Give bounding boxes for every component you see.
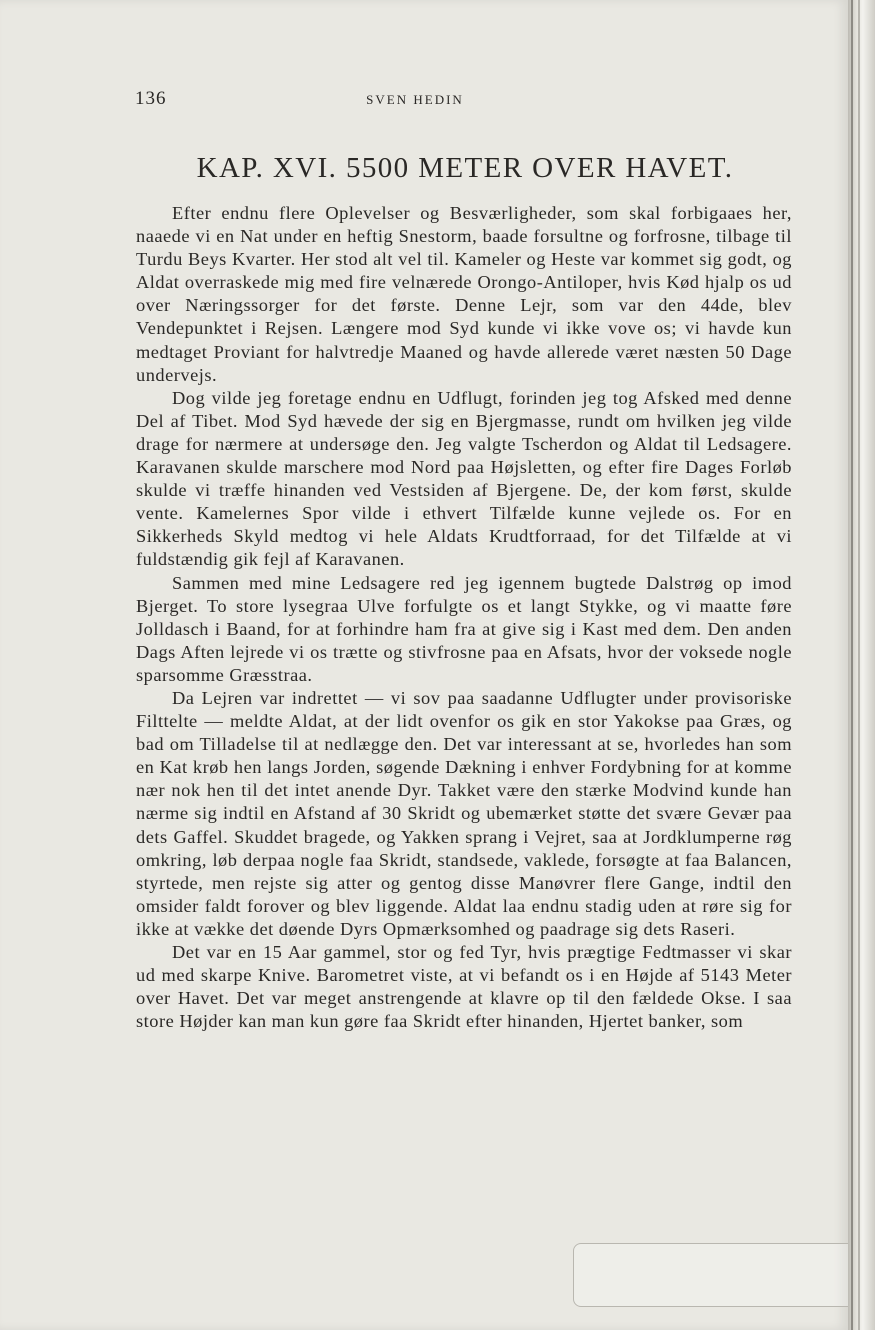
page-number: 136 <box>135 88 167 109</box>
paragraph-1: Efter endnu flere Oplevelser og Besværligheder, som skal forbigaaes her, naaede vi en Nat under en heftig Snestorm, baade forsultne og forfrosne, tilbage til Turdu Beys Kvarter. Her stod alt vel til. Kameler og Heste var kommet sig godt, og Aldat overraskede mig med fire velnærede Orongo-Antiloper, hvis Kød hjalp os ud over Næringssorger for det første. Denne Lejr, som var den 44de, blev Vendepunktet i Rejsen. Længere mod Syd kunde vi ikke vove os; vi havde kun medtaget Proviant for halvtredje Maaned og havde allerede været næsten 50 Dage undervejs. <box>136 203 792 385</box>
paragraph-2: Dog vilde jeg foretage endnu en Udflugt, forinden jeg tog Afsked med denne Del af Tibet. Mod Syd hævede der sig en Bjergmasse, rundt om hvilken jeg vilde drage for nærmere at undersøge den. Jeg valgte Tscherdon og Aldat til Ledsagere. Karavanen skulde marschere mod Nord paa Højsletten, og efter fire Dages Forløb skulde vi træffe hinanden ved Vestsiden af Bjergene. De, der kom først, skulde vente. Kamelernes Spor vilde i ethvert Tilfælde kunne vejlede os. For en Sikkerheds Skyld medtog vi hele Aldats Krudtforraad, for det Tilfælde at vi fuldstændig gik fejl af Karavanen. <box>136 387 792 570</box>
body-text <box>136 202 792 1033</box>
paragraph-5: Det var en 15 Aar gammel, stor og fed Tyr, hvis prægtige Fedtmasser vi skar ud med skarpe Knive. Barometret viste, at vi befandt os i en Højde af 5143 Meter over Havet. Det var meget anstrengende at klavre op til den fældede Okse. I saa store Højder kan man kun gøre faa Skridt efter hinanden, Hjertet banker, som <box>136 942 792 1032</box>
running-head <box>135 88 795 112</box>
edge-line <box>851 0 853 1330</box>
edge-line <box>858 0 860 1330</box>
page-edge <box>848 0 875 1330</box>
paragraph-4: Da Lejren var indrettet — vi sov paa saadanne Udflugter under provisoriske Filttelte — meldte Aldat, at der lidt ovenfor os gik en stor Yakokse paa Græs, og bad om Tilladelse til at nedlægge den. Det var interessant at se, hvorledes han som en Kat krøb hen langs Jorden, søgende Dækning i enhver Fordybning for at komme nær nok hen til det intet anende Dyr. Takket være den stærke Modvind kunde han nærme sig indtil en Afstand af 30 Skridt og ubemærket støtte det svære Gevær paa dets Gaffel. Skuddet bragede, og Yakken sprang i Vejret, saa at Jordklumperne røg omkring, løb derpaa nogle faa Skridt, standsede, vaklede, forsøgte at faa Balancen, styrtede, men rejste sig atter og gentog disse Manøvrer flere Gange, indtil den omsider faldt forover og blev liggende. Aldat laa endnu stadig uden at røre sig for ikke at vække det døende Dyrs Opmærksomhed og paadrage sig dets Raseri. <box>136 687 792 939</box>
library-stamp-outline <box>573 1243 860 1307</box>
running-title: SVEN HEDIN <box>366 92 464 107</box>
chapter-title: KAP. XVI. 5500 METER OVER HAVET. <box>196 152 734 184</box>
paragraph-3: Sammen med mine Ledsagere red jeg igennem bugtede Dalstrøg op imod Bjerget. To store lysegraa Ulve forfulgte os et langt Stykke, og vi maatte føre Jolldasch i Baand, for at forhindre ham fra at give sig i Kast med dem. Den anden Dags Aften lejrede vi os trætte og stivfrosne paa en Afsats, hvor der voksede nogle sparsomme Græsstraa. <box>136 572 792 685</box>
